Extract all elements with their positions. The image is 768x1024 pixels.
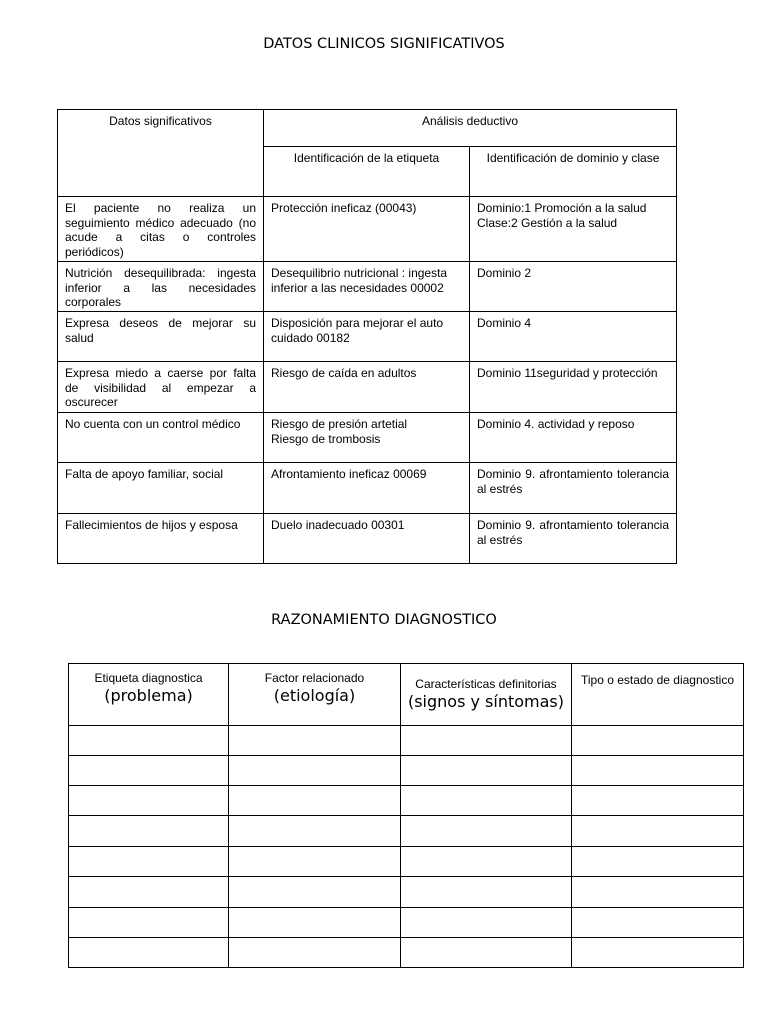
empty-cell[interactable] (401, 938, 572, 968)
header-tipo-estado (572, 664, 744, 726)
empty-cell[interactable] (69, 756, 229, 786)
table-row (69, 816, 744, 847)
table-row (69, 786, 744, 816)
empty-cell[interactable] (401, 847, 572, 877)
cell-etiqueta: Duelo inadecuado 00301 (264, 514, 470, 564)
table-row (69, 756, 744, 786)
cell-dominio: Dominio 9. afrontamiento tolerancia al estrés (470, 463, 677, 514)
empty-cell[interactable] (229, 726, 401, 756)
empty-cell[interactable] (229, 756, 401, 786)
header-analisis: Análisis deductivo (264, 110, 677, 147)
cell-datos: No cuenta con un control médico (58, 413, 264, 463)
empty-cell[interactable] (229, 786, 401, 816)
empty-cell[interactable] (69, 816, 229, 847)
empty-cell[interactable] (401, 816, 572, 847)
empty-cell[interactable] (401, 726, 572, 756)
empty-cell[interactable] (401, 756, 572, 786)
empty-cell[interactable] (229, 877, 401, 908)
cell-dominio: Dominio:1 Promoción a la salud Clase:2 Gestión a la salud (470, 197, 677, 262)
empty-cell[interactable] (572, 908, 744, 938)
diagnostic-reasoning-table (68, 663, 744, 968)
table-row (69, 726, 744, 756)
header-caracteristicas (401, 664, 572, 726)
table-row (69, 847, 744, 877)
empty-cell[interactable] (401, 908, 572, 938)
header-big: (etiología) (273, 685, 356, 705)
empty-cell[interactable] (401, 786, 572, 816)
header-datos: Datos significativos (58, 110, 264, 197)
section1-title: DATOS CLINICOS SIGNIFICATIVOS (263, 36, 505, 52)
table-row (69, 908, 744, 938)
table-row (58, 197, 677, 262)
header-etiqueta-diagnostica (69, 664, 229, 726)
empty-cell[interactable] (572, 786, 744, 816)
cell-datos: El paciente no realiza un seguimiento médico adecuado (no acude a citas o controles periódicos) (58, 197, 264, 262)
table-row (58, 312, 677, 362)
header-row (69, 664, 744, 726)
header-dominio: Identificación de dominio y clase (470, 147, 677, 197)
cell-etiqueta: Desequilibrio nutricional : ingesta inferior a las necesidades 00002 (264, 262, 470, 312)
empty-cell[interactable] (572, 847, 744, 877)
cell-dominio: Dominio 4 (470, 312, 677, 362)
empty-cell[interactable] (572, 816, 744, 847)
empty-cell[interactable] (572, 877, 744, 908)
empty-cell[interactable] (572, 756, 744, 786)
empty-cell[interactable] (69, 877, 229, 908)
empty-cell[interactable] (229, 847, 401, 877)
empty-cell[interactable] (229, 938, 401, 968)
cell-etiqueta: Protección ineficaz (00043) (264, 197, 470, 262)
empty-cell[interactable] (229, 816, 401, 847)
cell-datos: Falta de apoyo familiar, social (58, 463, 264, 514)
header-small: Tipo o estado de diagnostico (581, 673, 734, 687)
table-row (69, 938, 744, 968)
table-row (69, 877, 744, 908)
table-row (58, 514, 677, 564)
section2-title: RAZONAMIENTO DIAGNOSTICO (271, 612, 497, 628)
cell-dominio: Dominio 9. afrontamiento tolerancia al estrés (470, 514, 677, 564)
empty-cell[interactable] (69, 938, 229, 968)
cell-datos: Nutrición desequilibrada: ingesta inferior a las necesidades corporales (58, 262, 264, 312)
header-small: Características definitorias (415, 677, 557, 691)
empty-cell[interactable] (401, 877, 572, 908)
header-big: (problema) (104, 685, 193, 705)
cell-etiqueta: Riesgo de presión artetial Riesgo de trombosis (264, 413, 470, 463)
cell-datos: Fallecimientos de hijos y esposa (58, 514, 264, 564)
empty-cell[interactable] (572, 726, 744, 756)
table-row (58, 362, 677, 413)
clinical-data-table (57, 109, 677, 564)
empty-cell[interactable] (69, 847, 229, 877)
table-row (58, 262, 677, 312)
cell-etiqueta: Riesgo de caída en adultos (264, 362, 470, 413)
cell-datos: Expresa deseos de mejorar su salud (58, 312, 264, 362)
header-factor-relacionado (229, 664, 401, 726)
empty-cell[interactable] (69, 726, 229, 756)
empty-cell[interactable] (69, 786, 229, 816)
empty-cell[interactable] (69, 908, 229, 938)
cell-etiqueta: Afrontamiento ineficaz 00069 (264, 463, 470, 514)
table-row (58, 463, 677, 514)
cell-dominio: Dominio 2 (470, 262, 677, 312)
header-row (58, 110, 677, 147)
table-row (58, 413, 677, 463)
cell-dominio: Dominio 4. actividad y reposo (470, 413, 677, 463)
empty-cell[interactable] (572, 938, 744, 968)
header-big: (signos y síntomas) (407, 691, 565, 711)
cell-etiqueta: Disposición para mejorar el auto cuidado 00182 (264, 312, 470, 362)
cell-datos: Expresa miedo a caerse por falta de visibilidad al empezar a oscurecer (58, 362, 264, 413)
header-etiqueta: Identificación de la etiqueta (264, 147, 470, 197)
header-small: Etiqueta diagnostica (94, 671, 203, 685)
header-small: Factor relacionado (264, 671, 365, 685)
cell-dominio: Dominio 11seguridad y protección (470, 362, 677, 413)
empty-cell[interactable] (229, 908, 401, 938)
